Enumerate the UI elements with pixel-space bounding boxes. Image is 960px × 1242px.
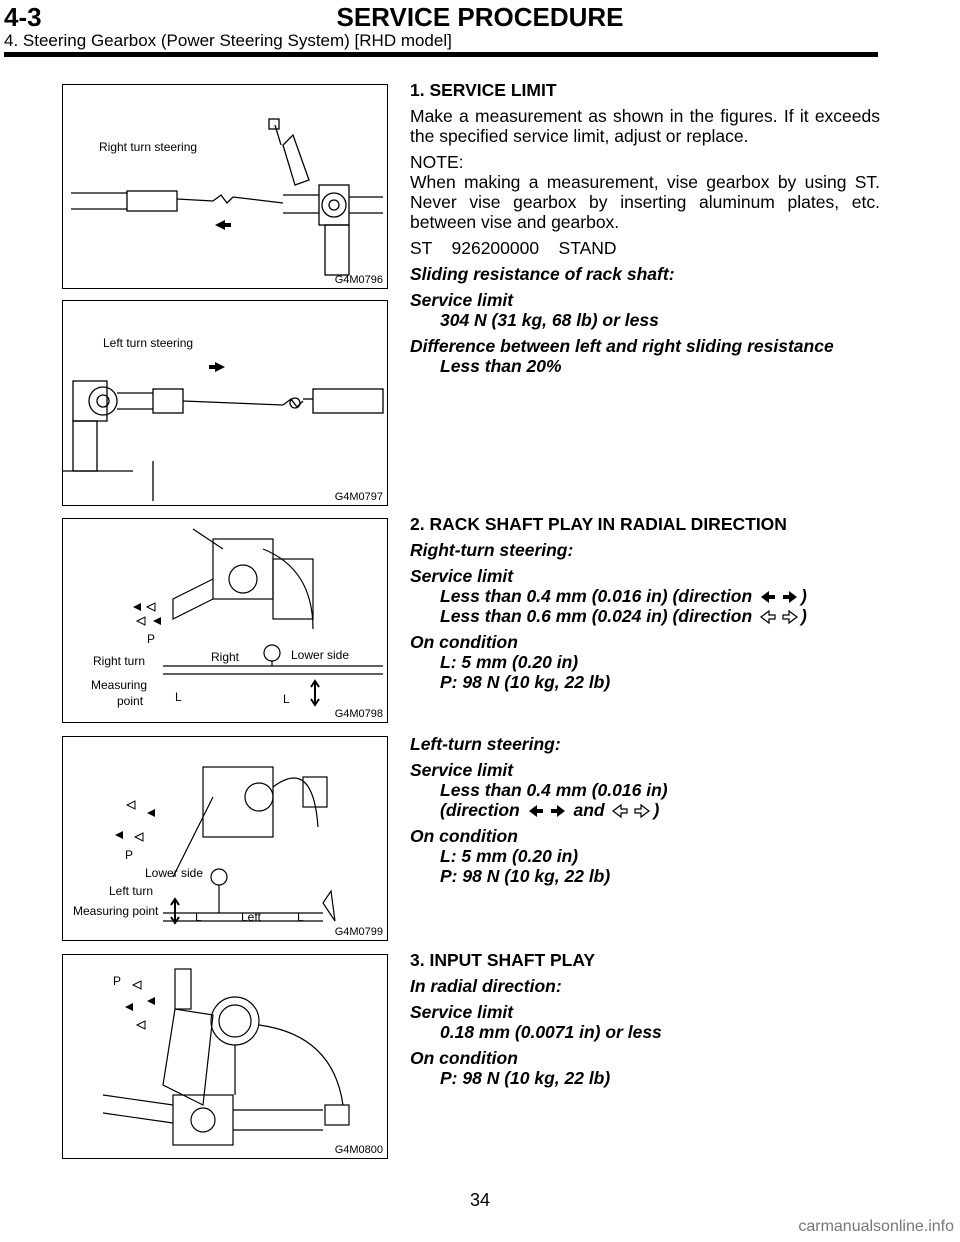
limit-line-2 [410, 800, 880, 820]
figure-label-right: Right [211, 650, 240, 664]
double-arrow-icon [311, 681, 319, 705]
service-limit-label: Service limit [410, 1002, 514, 1022]
close-paren: ) [653, 800, 660, 820]
figure-label-right-turn: Right turn [93, 654, 146, 668]
figure-label-left: Left [241, 910, 262, 924]
figure-label-p: P [113, 974, 122, 988]
on-condition-label: On condition [410, 1048, 518, 1068]
figure-label-l: L [175, 690, 182, 704]
section-heading: 2. RACK SHAFT PLAY IN RADIAL DIRECTION [410, 514, 787, 534]
service-limit-value: 0.18 mm (0.0071 in) or less [440, 1022, 662, 1042]
close-paren: ) [801, 606, 807, 626]
page-subtitle: 4. Steering Gearbox (Power Steering System) [RHD model] [4, 31, 452, 50]
figure-label-title: Right turn steering [99, 140, 198, 154]
figure-label-measuring: Measuring [91, 678, 148, 692]
arrow-outline-icon [133, 981, 141, 989]
figure-label-lower-side: Lower side [291, 648, 350, 662]
radial-direction-label: In radial direction: [410, 976, 562, 996]
figure-caption: G4M0797 [334, 491, 383, 503]
section-rack-shaft-play [410, 514, 880, 698]
note-label: NOTE: [410, 152, 464, 172]
arrow-icon [115, 831, 123, 839]
figure-label-left-turn: Left turn [109, 884, 154, 898]
arrow-icon [147, 997, 155, 1005]
figure-caption: G4M0798 [334, 708, 383, 720]
arrow-outline-icon [137, 1021, 145, 1029]
limit-text: Less than 0.4 mm (0.016 in) (direction [440, 586, 753, 606]
condition-l: L: 5 mm (0.20 in) [440, 846, 579, 866]
sliding-resistance-label: Sliding resistance of rack shaft: [410, 264, 675, 284]
left-turn-label: Left-turn steering: [410, 734, 561, 754]
note-text: When making a measurement, vise gearbox by using ST. Never vise gearbox by inserting aluminum plates, etc. between vise and gearbox. [410, 172, 880, 232]
limit-line-1: Less than 0.4 mm (0.016 in) [440, 780, 668, 800]
figure-illustration [63, 955, 389, 1160]
double-arrow-icon [171, 899, 179, 923]
paragraph-intro: Make a measurement as shown in the figures. If it exceeds the specified service limit, adjust or replace. [410, 106, 880, 146]
page-number: 34 [469, 1190, 491, 1210]
arrow-pair-outline-icon [759, 609, 799, 625]
condition-p: P: 98 N (10 kg, 22 lb) [440, 672, 611, 692]
figure-caption: G4M0799 [334, 926, 383, 938]
arrow-outline-icon [137, 617, 145, 625]
service-limit-label: Service limit [410, 566, 514, 586]
figure-g4m0798 [62, 518, 388, 723]
condition-p: P: 98 N (10 kg, 22 lb) [440, 866, 611, 886]
condition-l: L: 5 mm (0.20 in) [440, 652, 579, 672]
arrow-icon [147, 809, 155, 817]
close-paren: ) [801, 586, 807, 606]
section-input-shaft-play [410, 950, 880, 1094]
figure-label-measuring-point: Measuring point [73, 904, 159, 918]
arrow-outline-icon [127, 801, 135, 809]
and-text: and [573, 800, 605, 820]
section-heading: 1. SERVICE LIMIT [410, 80, 557, 100]
figure-label-p: P [125, 848, 134, 862]
figure-caption: G4M0796 [334, 274, 383, 286]
arrow-outline-icon [147, 603, 155, 611]
figure-illustration [63, 519, 389, 724]
arrow-icon [133, 603, 141, 611]
arrow-pair-outline-icon [611, 803, 651, 819]
figure-illustration [63, 85, 389, 290]
figure-g4m0799 [62, 736, 388, 941]
arrow-left-icon [215, 220, 231, 230]
figure-label-l: L [297, 910, 304, 924]
figure-g4m0796 [62, 84, 388, 289]
figure-label-l: L [195, 910, 202, 924]
difference-value: Less than 20% [440, 356, 562, 376]
on-condition-label: On condition [410, 632, 518, 652]
arrow-pair-filled-icon [527, 803, 567, 819]
arrow-icon [153, 617, 161, 625]
section-left-turn [410, 734, 880, 892]
limit-text: (direction [440, 800, 520, 820]
figure-g4m0800 [62, 954, 388, 1159]
section-number: 4-3 [4, 2, 42, 32]
special-tool: ST 926200000 STAND [410, 238, 617, 258]
figure-g4m0797 [62, 300, 388, 506]
figure-caption: G4M0800 [334, 1144, 383, 1156]
figure-label-title: Left turn steering [103, 336, 194, 350]
watermark: carmanualsonline.info [798, 1218, 954, 1235]
condition-p: P: 98 N (10 kg, 22 lb) [440, 1068, 611, 1088]
arrow-icon [125, 1003, 133, 1011]
section-service-limit [410, 80, 880, 382]
figure-illustration [63, 301, 389, 507]
service-limit-value: 304 N (31 kg, 68 lb) or less [440, 310, 659, 330]
service-limit-label: Service limit [410, 760, 514, 780]
limit-text: Less than 0.6 mm (0.024 in) (direction [440, 606, 753, 626]
arrow-pair-filled-icon [759, 589, 799, 605]
figure-illustration [63, 737, 389, 942]
limit-line-2 [410, 606, 880, 626]
right-turn-label: Right-turn steering: [410, 540, 574, 560]
figure-label-lower-side: Lower side [145, 866, 204, 880]
section-heading: 3. INPUT SHAFT PLAY [410, 950, 596, 970]
limit-line-1 [410, 586, 880, 606]
header-rule [4, 52, 878, 57]
on-condition-label: On condition [410, 826, 518, 846]
difference-label: Difference between left and right sliding resistance [410, 336, 834, 356]
figure-label-l: L [283, 692, 290, 706]
service-limit-label: Service limit [410, 290, 514, 310]
page-title: SERVICE PROCEDURE [336, 2, 624, 32]
arrow-outline-icon [135, 833, 143, 841]
arrow-right-icon [209, 362, 225, 372]
figure-label-point: point [117, 694, 144, 708]
figure-label-p: P [147, 632, 156, 646]
